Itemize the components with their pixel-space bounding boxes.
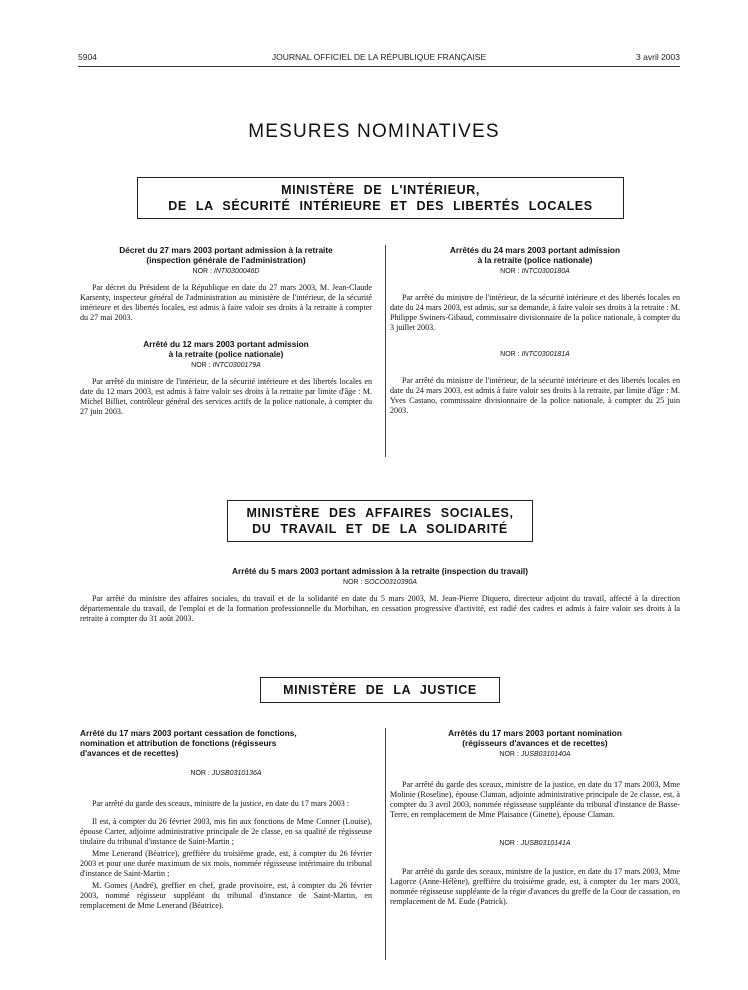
left-column-interieur (80, 245, 372, 417)
left-column-justice (80, 728, 372, 911)
arrete-cessation-p4: M. Gomes (André), greffier en chef, grade provisoire, est, à compter du 26 février 2003, nommé régisseur suppléant du tribunal d'instance de Saint-Martin, en remplacement de Mme Lenerand (Béatrice). (80, 881, 372, 910)
ministry-interieur-line2: DE LA SÉCURITÉ INTÉRIEURE ET DES LIBERTÉS LOCALES (168, 199, 593, 213)
arrete-cessation-p1: Par arrêté du garde des sceaux, ministre de la justice, en date du 17 mars 2003 : (92, 799, 350, 808)
page-number: 5904 (78, 52, 97, 62)
ministry-sociales-line2: DU TRAVAIL ET DE LA SOLIDARITÉ (252, 522, 508, 536)
nor-reference: NOR : JUSB0310136A (190, 770, 262, 777)
header-rule (78, 66, 680, 67)
nor-reference: NOR : JUSB0310141A (499, 840, 571, 847)
arrete-lagorce-text: Par arrêté du garde des sceaux, ministre de la justice, en date du 17 mars 2003, Mme Lagorce (Anne-Hélène), greffière du troisième grade, est, à compter du 1er mars 2003, nommée régisseuse suppléante de la régie d'avances du greffe de la Cour de cassation, en remplacement de M. Eude (Patrick). (390, 867, 680, 906)
right-column-justice (390, 728, 680, 907)
nor-reference: NOR : SOCO0310390A (343, 579, 417, 586)
arrete-castano-text: Par arrêté du ministre de l'intérieur, de la sécurité intérieure et des libertés locales en date du 24 mars 2003, est admis à faire valoir ses droits à la retraite, par limite d'âge : M. Yves Castano, commissaire divisionnaire de la police nationale, à compter du 25 juin 2003. (390, 376, 680, 415)
arrete-billiet-text: Par arrêté du ministre de l'intérieur, de la sécurité intérieure et des libertés locales en date du 12 mars 2003, est admis à faire valoir ses droits à la retraite par limite d'âge : M. Michel Billiet, contrôleur général des services actifs de la police nationale, à compter du 27 juin 2003. (80, 377, 372, 416)
decree-karsenty-text: Par décret du Président de la République en date du 27 mars 2003, M. Jean-Claude Karsenty, inspecteur général de l'administration au ministère de l'intérieur, de la sécurité intérieure et des libertés locales, est admis à faire valoir ses droits à la retraite à compter du 27 mai 2003. (80, 283, 372, 322)
arrete-cessation-title: Arrêté du 17 mars 2003 portant cessation de fonctions, nomination et attribution de fonctions (régisseurs d'avances et de recettes) (80, 728, 297, 758)
arrete-24mars-title: Arrêtés du 24 mars 2003 portant admission à la retraite (police nationale) (449, 245, 621, 265)
nor-reference: NOR : INTC0300181A (500, 351, 570, 358)
arrete-claman-text: Par arrêté du garde des sceaux, ministre de la justice, en date du 17 mars 2003, Mme Molinie (Roseline), épouse Claman, adjointe administrative principale de 2e classe, est, à compter du 3 avril 2003, nommée régisseuse suppléante du tribunal d'instance de Basse-Terre, en remplacement de Mme Plaisance (Ginette), épouse Claman. (390, 780, 680, 819)
nor-reference: NOR : INTI0300046D (192, 268, 260, 275)
main-title: MESURES NOMINATIVES (248, 121, 500, 142)
nor-reference: NOR : INTC0300180A (500, 268, 570, 275)
ministry-sociales-line1: MINISTÈRE DES AFFAIRES SOCIALES, (246, 506, 514, 520)
issue-date: 3 avril 2003 (636, 52, 680, 62)
column-divider (385, 245, 386, 457)
arrete-billiet-title: Arrêté du 12 mars 2003 portant admission à la retraite (police nationale) (143, 339, 309, 359)
running-header (78, 52, 680, 66)
ministry-sociales-box (227, 500, 533, 542)
ministry-justice-line1: MINISTÈRE DE LA JUSTICE (283, 683, 477, 697)
right-column-interieur (390, 245, 680, 416)
ministry-justice-box (260, 677, 500, 703)
nor-reference: NOR : INTC0300179A (191, 362, 261, 369)
section-diquero (80, 566, 680, 624)
arrete-cessation-p3: Mme Lenerand (Béatrice), greffière du troisième grade, est, à compter du 26 février 2003 et pour une durée maximum de six mois, nommée régisseuse intérimaire du tribunal d'instance de Saint-Martin ; (80, 849, 372, 878)
arrete-diquero-title: Arrêté du 5 mars 2003 portant admission à la retraite (inspection du travail) (231, 566, 528, 576)
column-divider (385, 728, 386, 960)
arrete-nomination-title: Arrêtés du 17 mars 2003 portant nomination (régisseurs d'avances et de recettes) (448, 728, 622, 748)
nor-reference: NOR : JUSB0310140A (499, 751, 571, 758)
journal-title: JOURNAL OFFICIEL DE LA RÉPUBLIQUE FRANÇAISE (271, 52, 487, 62)
arrete-swiners-text: Par arrêté du ministre de l'intérieur, de la sécurité intérieure et des libertés locales en date du 24 mars 2003, est admis, sur sa demande, à faire valoir ses droits à la retraite : M. Philippe Swiners-Gibaud, commissaire divisionnaire de la police nationale, à compter du 3 juillet 2003. (390, 293, 680, 332)
arrete-diquero-text: Par arrêté du ministre des affaires sociales, du travail et de la solidarité en date du 5 mars 2003, M. Jean-Pierre Diquero, directeur adjoint du travail, affecté à la direction départementale du travail, de l'emploi et de la formation professionnelle du Morbihan, en cessation progressive d'activité, est radié des cadres et admis à faire valoir ses droits à la retraite à compter du 31 août 2003. (80, 594, 680, 623)
ministry-interieur-line1: MINISTÈRE DE L'INTÉRIEUR, (281, 183, 480, 197)
arrete-cessation-p2: Il est, à compter du 26 février 2003, mis fin aux fonctions de Mme Conner (Louise), épouse Carter, adjointe administrative principale de 2e classe, en sa qualité de régisseuse titulaire du tribunal d'instance de Saint-Martin ; (80, 817, 372, 846)
ministry-interieur-box (137, 177, 624, 219)
decree-karsenty-title: Décret du 27 mars 2003 portant admission à la retraite (inspection générale de l'administration) (119, 245, 333, 265)
